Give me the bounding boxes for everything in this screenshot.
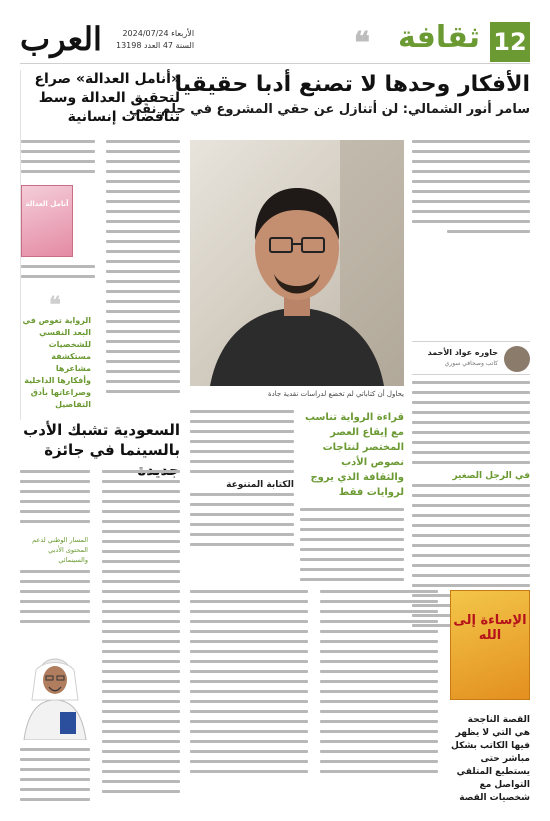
side-story-headline: «أنامل العدالة» صراع لتحقيق العدالة وسط تناقضات إنسانية [34, 71, 180, 125]
main-subheadline: سامر أنور الشمالي: لن أتنازل عن حقي المشروع في حلم نقي [128, 102, 530, 117]
section-number: 12 [490, 22, 530, 62]
quote-mark-icon: ❝ [49, 292, 61, 318]
side-book-cover-title: أنامل العدالة [25, 200, 69, 208]
bottom-sidebar-note: المسار الوطني لدعم المحتوى الأدبي والسينمائي [32, 536, 88, 564]
body-text-block [412, 381, 530, 464]
body-text-block [20, 748, 90, 808]
body-text-block [320, 590, 438, 780]
book-cover-title: الإساءة إلى الله [453, 613, 527, 643]
body-text-block [190, 493, 294, 546]
section-subhead: في الرجل الصغير [452, 471, 530, 481]
side-pull-quote: الرواية تغوص في البعد النفسي للشخصيات مستكشفة مشاعرها وأفكارها الداخلية وصراعاتها بأدق التفاصيل [22, 316, 91, 409]
body-text-block [190, 410, 294, 473]
author-name: حاوره عواد الأحمد [427, 348, 498, 357]
section-subhead: الكتابة المتنوعة [226, 480, 294, 490]
body-text-block [20, 470, 90, 530]
book-pull-quote: القصة الناجحة هي التي لا يظهر فيها الكاتب بشكل مباشر حتى يستطيع المتلقي التواصل مع شخصيات القصة [451, 715, 530, 803]
body-text-block [106, 140, 180, 400]
bottom-story-headline: السعودية تشبك الأدب بالسينما في جائزة [23, 421, 180, 459]
body-text-block [300, 508, 404, 581]
issue-date: الأربعاء 2024/07/24 [122, 29, 195, 38]
body-text-block [412, 140, 530, 233]
body-text-block [21, 265, 95, 285]
body-text-block [21, 140, 95, 180]
person-portrait [20, 640, 90, 740]
quote-mark-icon: ❝ [353, 26, 370, 61]
body-text-block [190, 590, 308, 780]
author-role: كاتب وصحافي سوري [444, 360, 498, 367]
section-name: ثقافة [398, 20, 480, 55]
body-text-block [102, 470, 180, 800]
side-story [20, 70, 180, 420]
issue-number: السنة 47 العدد 13198 [116, 41, 195, 50]
bottom-story [20, 420, 180, 815]
author-photo [190, 140, 404, 386]
byline [412, 341, 530, 375]
book-cover [450, 590, 530, 700]
middle-column-right [300, 410, 404, 588]
author-avatar [504, 346, 530, 372]
pull-quote: قراءة الرواية تناسب مع إيقاع العصر المختصر لنتاجات نصوص الأدب والثقافة الذي يروج لروايات فقط [304, 412, 404, 498]
photo-caption: يحاول أن كتاباتي لم تخضع لدراسات نقدية جادة [267, 390, 404, 398]
middle-column-left [190, 410, 294, 553]
main-story [128, 70, 530, 576]
newspaper-logo: العرب [20, 20, 102, 58]
side-book-cover [21, 185, 73, 257]
main-text-column-right [412, 140, 530, 634]
main-headline: الأفكار وحدها لا تصنع أدبا حقيقيا [174, 72, 530, 97]
issue-info [116, 28, 194, 52]
masthead [20, 18, 530, 64]
body-text-block [20, 570, 90, 630]
